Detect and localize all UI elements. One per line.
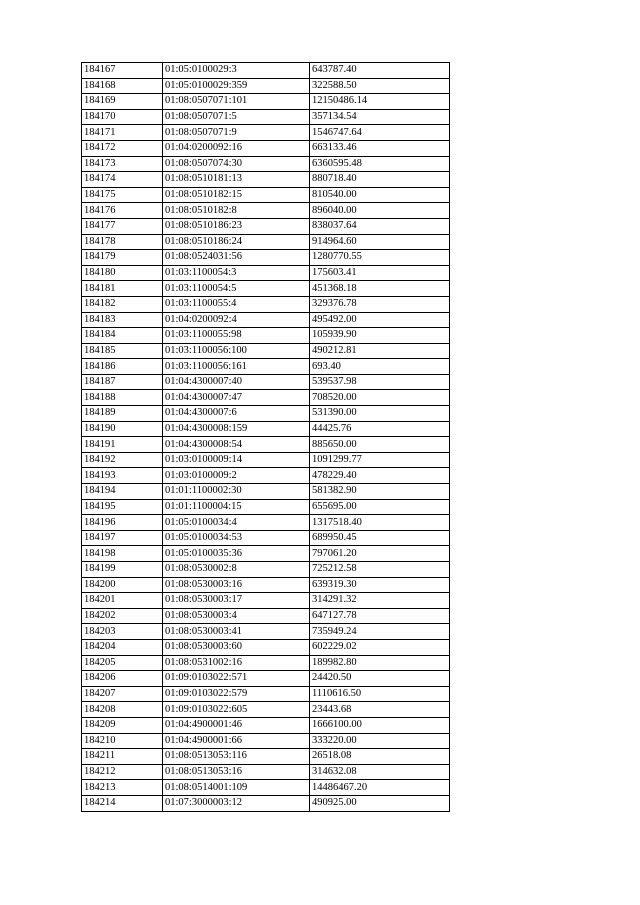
- cadastral-number-cell: 01:08:0510182:15: [163, 187, 310, 203]
- row-number-cell: 184172: [82, 140, 163, 156]
- cadastral-number-cell: 01:03:0100009:14: [163, 452, 310, 468]
- cadastral-number-cell: 01:08:0510182:8: [163, 203, 310, 219]
- cadastral-number-cell: 01:08:0507071:9: [163, 125, 310, 141]
- row-number-cell: 184179: [82, 250, 163, 266]
- row-number-cell: 184191: [82, 437, 163, 453]
- cadastral-number-cell: 01:08:0530002:8: [163, 562, 310, 578]
- row-number-cell: 184199: [82, 562, 163, 578]
- table-row: [82, 374, 450, 390]
- table-row: [82, 265, 450, 281]
- value-cell: 539537.98: [310, 374, 450, 390]
- value-cell: 1091299.77: [310, 452, 450, 468]
- row-number-cell: 184173: [82, 156, 163, 172]
- table-row: [82, 608, 450, 624]
- value-cell: 1317518.40: [310, 515, 450, 531]
- table-row: [82, 156, 450, 172]
- value-cell: 914964.60: [310, 234, 450, 250]
- table-row: [82, 717, 450, 733]
- value-cell: 880718.40: [310, 172, 450, 188]
- table-row: [82, 172, 450, 188]
- row-number-cell: 184188: [82, 390, 163, 406]
- table-row: [82, 577, 450, 593]
- cadastral-number-cell: 01:08:0530003:16: [163, 577, 310, 593]
- cadastral-number-cell: 01:04:0200092:4: [163, 312, 310, 328]
- table-row: [82, 499, 450, 515]
- value-cell: 322588.50: [310, 78, 450, 94]
- row-number-cell: 184190: [82, 421, 163, 437]
- table-row: [82, 562, 450, 578]
- row-number-cell: 184176: [82, 203, 163, 219]
- table-row: [82, 515, 450, 531]
- value-cell: 838037.64: [310, 218, 450, 234]
- row-number-cell: 184193: [82, 468, 163, 484]
- cadastral-number-cell: 01:01:1100004:15: [163, 499, 310, 515]
- row-number-cell: 184180: [82, 265, 163, 281]
- row-number-cell: 184208: [82, 702, 163, 718]
- value-cell: 1546747.64: [310, 125, 450, 141]
- cadastral-number-cell: 01:04:4900001:46: [163, 717, 310, 733]
- cadastral-value-table: [81, 62, 450, 812]
- cadastral-number-cell: 01:09:0103022:579: [163, 686, 310, 702]
- cadastral-number-cell: 01:08:0510186:24: [163, 234, 310, 250]
- row-number-cell: 184182: [82, 296, 163, 312]
- cadastral-number-cell: 01:08:0513053:16: [163, 764, 310, 780]
- cadastral-number-cell: 01:03:1100056:161: [163, 359, 310, 375]
- cadastral-number-cell: 01:04:4300008:54: [163, 437, 310, 453]
- table-row: [82, 639, 450, 655]
- row-number-cell: 184204: [82, 639, 163, 655]
- table-row: [82, 686, 450, 702]
- value-cell: 1110616.50: [310, 686, 450, 702]
- table-body: [82, 63, 450, 812]
- row-number-cell: 184209: [82, 717, 163, 733]
- value-cell: 885650.00: [310, 437, 450, 453]
- value-cell: 23443.68: [310, 702, 450, 718]
- value-cell: 12150486.14: [310, 94, 450, 110]
- value-cell: 478229.40: [310, 468, 450, 484]
- row-number-cell: 184211: [82, 749, 163, 765]
- value-cell: 896040.00: [310, 203, 450, 219]
- value-cell: 189982.80: [310, 655, 450, 671]
- cadastral-number-cell: 01:08:0513053:116: [163, 749, 310, 765]
- value-cell: 689950.45: [310, 530, 450, 546]
- cadastral-number-cell: 01:07:3000003:12: [163, 795, 310, 811]
- row-number-cell: 184168: [82, 78, 163, 94]
- row-number-cell: 184206: [82, 671, 163, 687]
- cadastral-number-cell: 01:04:4300008:159: [163, 421, 310, 437]
- value-cell: 725212.58: [310, 562, 450, 578]
- value-cell: 14486467.20: [310, 780, 450, 796]
- cadastral-number-cell: 01:01:1100002:30: [163, 484, 310, 500]
- cadastral-number-cell: 01:03:1100054:3: [163, 265, 310, 281]
- table-row: [82, 281, 450, 297]
- row-number-cell: 184192: [82, 452, 163, 468]
- cadastral-number-cell: 01:05:0100034:53: [163, 530, 310, 546]
- value-cell: 602229.02: [310, 639, 450, 655]
- row-number-cell: 184196: [82, 515, 163, 531]
- row-number-cell: 184194: [82, 484, 163, 500]
- table-row: [82, 94, 450, 110]
- value-cell: 314291.32: [310, 593, 450, 609]
- cadastral-number-cell: 01:08:0507074:30: [163, 156, 310, 172]
- cadastral-number-cell: 01:08:0530003:4: [163, 608, 310, 624]
- table-row: [82, 593, 450, 609]
- row-number-cell: 184185: [82, 343, 163, 359]
- row-number-cell: 184214: [82, 795, 163, 811]
- value-cell: 175603.41: [310, 265, 450, 281]
- value-cell: 708520.00: [310, 390, 450, 406]
- table-row: [82, 484, 450, 500]
- value-cell: 797061.20: [310, 546, 450, 562]
- cadastral-number-cell: 01:04:0200092:16: [163, 140, 310, 156]
- value-cell: 1280770.55: [310, 250, 450, 266]
- cadastral-number-cell: 01:08:0530003:60: [163, 639, 310, 655]
- table-row: [82, 530, 450, 546]
- value-cell: 314632.08: [310, 764, 450, 780]
- row-number-cell: 184203: [82, 624, 163, 640]
- cadastral-number-cell: 01:04:4300007:6: [163, 406, 310, 422]
- cadastral-number-cell: 01:05:0100029:3: [163, 63, 310, 79]
- table-row: [82, 452, 450, 468]
- table-row: [82, 780, 450, 796]
- cadastral-number-cell: 01:03:1100054:5: [163, 281, 310, 297]
- value-cell: 581382.90: [310, 484, 450, 500]
- cadastral-number-cell: 01:08:0514001:109: [163, 780, 310, 796]
- table-row: [82, 250, 450, 266]
- row-number-cell: 184200: [82, 577, 163, 593]
- table-row: [82, 109, 450, 125]
- cadastral-number-cell: 01:05:0100034:4: [163, 515, 310, 531]
- table-row: [82, 140, 450, 156]
- row-number-cell: 184175: [82, 187, 163, 203]
- table-row: [82, 795, 450, 811]
- row-number-cell: 184195: [82, 499, 163, 515]
- cadastral-number-cell: 01:08:0530003:17: [163, 593, 310, 609]
- table-row: [82, 203, 450, 219]
- value-cell: 639319.30: [310, 577, 450, 593]
- table-row: [82, 624, 450, 640]
- cadastral-number-cell: 01:03:1100056:100: [163, 343, 310, 359]
- row-number-cell: 184189: [82, 406, 163, 422]
- row-number-cell: 184167: [82, 63, 163, 79]
- value-cell: 490212.81: [310, 343, 450, 359]
- table-row: [82, 78, 450, 94]
- cadastral-number-cell: 01:03:1100055:4: [163, 296, 310, 312]
- cadastral-number-cell: 01:08:0530003:41: [163, 624, 310, 640]
- table-row: [82, 187, 450, 203]
- table-row: [82, 749, 450, 765]
- cadastral-number-cell: 01:08:0507071:5: [163, 109, 310, 125]
- table-row: [82, 671, 450, 687]
- row-number-cell: 184174: [82, 172, 163, 188]
- row-number-cell: 184171: [82, 125, 163, 141]
- table-row: [82, 702, 450, 718]
- cadastral-number-cell: 01:04:4300007:47: [163, 390, 310, 406]
- table-row: [82, 328, 450, 344]
- row-number-cell: 184202: [82, 608, 163, 624]
- value-cell: 333220.00: [310, 733, 450, 749]
- row-number-cell: 184177: [82, 218, 163, 234]
- row-number-cell: 184184: [82, 328, 163, 344]
- table-row: [82, 296, 450, 312]
- table-row: [82, 437, 450, 453]
- table-row: [82, 655, 450, 671]
- value-cell: 357134.54: [310, 109, 450, 125]
- value-cell: 44425.76: [310, 421, 450, 437]
- value-cell: 105939.90: [310, 328, 450, 344]
- table-row: [82, 343, 450, 359]
- table-row: [82, 312, 450, 328]
- cadastral-number-cell: 01:08:0510181:13: [163, 172, 310, 188]
- cadastral-number-cell: 01:03:1100055:98: [163, 328, 310, 344]
- cadastral-number-cell: 01:04:4900001:66: [163, 733, 310, 749]
- table-row: [82, 125, 450, 141]
- cadastral-number-cell: 01:03:0100009:2: [163, 468, 310, 484]
- cadastral-number-cell: 01:08:0507071:101: [163, 94, 310, 110]
- cadastral-number-cell: 01:05:0100035:36: [163, 546, 310, 562]
- table-row: [82, 63, 450, 79]
- table-row: [82, 764, 450, 780]
- cadastral-number-cell: 01:09:0103022:605: [163, 702, 310, 718]
- table-row: [82, 234, 450, 250]
- row-number-cell: 184181: [82, 281, 163, 297]
- value-cell: 655695.00: [310, 499, 450, 515]
- cadastral-number-cell: 01:04:4300007:40: [163, 374, 310, 390]
- table-row: [82, 390, 450, 406]
- value-cell: 24420.50: [310, 671, 450, 687]
- value-cell: 810540.00: [310, 187, 450, 203]
- table-row: [82, 468, 450, 484]
- value-cell: 531390.00: [310, 406, 450, 422]
- value-cell: 735949.24: [310, 624, 450, 640]
- value-cell: 26518.08: [310, 749, 450, 765]
- table-row: [82, 218, 450, 234]
- row-number-cell: 184178: [82, 234, 163, 250]
- row-number-cell: 184183: [82, 312, 163, 328]
- row-number-cell: 184205: [82, 655, 163, 671]
- cadastral-number-cell: 01:08:0510186:23: [163, 218, 310, 234]
- cadastral-number-cell: 01:09:0103022:571: [163, 671, 310, 687]
- cadastral-number-cell: 01:05:0100029:359: [163, 78, 310, 94]
- cadastral-number-cell: 01:08:0531002:16: [163, 655, 310, 671]
- row-number-cell: 184186: [82, 359, 163, 375]
- row-number-cell: 184213: [82, 780, 163, 796]
- value-cell: 495492.00: [310, 312, 450, 328]
- row-number-cell: 184212: [82, 764, 163, 780]
- table-row: [82, 406, 450, 422]
- value-cell: 6360595.48: [310, 156, 450, 172]
- row-number-cell: 184207: [82, 686, 163, 702]
- table-row: [82, 733, 450, 749]
- value-cell: 490925.00: [310, 795, 450, 811]
- row-number-cell: 184201: [82, 593, 163, 609]
- row-number-cell: 184198: [82, 546, 163, 562]
- table-row: [82, 359, 450, 375]
- table-row: [82, 421, 450, 437]
- table-row: [82, 546, 450, 562]
- row-number-cell: 184210: [82, 733, 163, 749]
- value-cell: 647127.78: [310, 608, 450, 624]
- value-cell: 1666100.00: [310, 717, 450, 733]
- row-number-cell: 184197: [82, 530, 163, 546]
- row-number-cell: 184170: [82, 109, 163, 125]
- value-cell: 663133.46: [310, 140, 450, 156]
- row-number-cell: 184169: [82, 94, 163, 110]
- cadastral-number-cell: 01:08:0524031:56: [163, 250, 310, 266]
- row-number-cell: 184187: [82, 374, 163, 390]
- value-cell: 329376.78: [310, 296, 450, 312]
- value-cell: 451368.18: [310, 281, 450, 297]
- value-cell: 693.40: [310, 359, 450, 375]
- value-cell: 643787.40: [310, 63, 450, 79]
